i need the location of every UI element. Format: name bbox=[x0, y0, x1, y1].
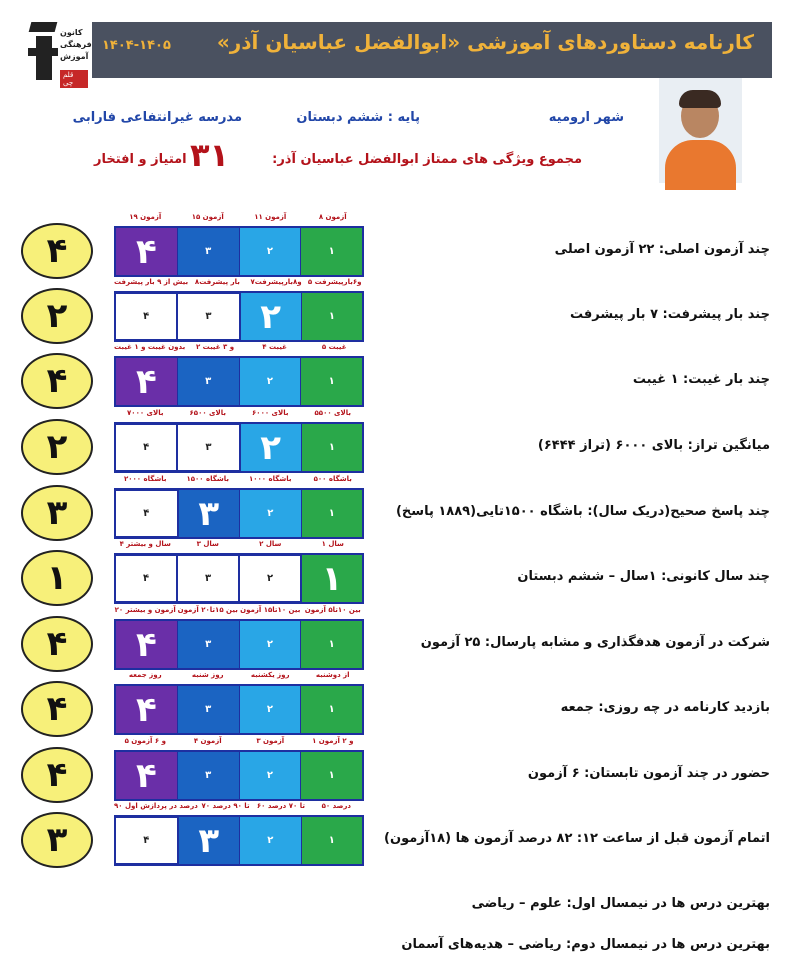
column-head: ۴ آزمون bbox=[193, 737, 222, 745]
column-head: ۵۰ درصد bbox=[321, 802, 352, 810]
level-cell: ۳ bbox=[178, 817, 240, 864]
row-label: چند سال کانونی: ۱سال – ششم دبستان bbox=[517, 569, 770, 584]
level-cell: ۴ bbox=[116, 817, 178, 864]
row-label: حضور در چند آزمون تابستان: ۶ آزمون bbox=[527, 766, 770, 781]
row-column-heads bbox=[114, 606, 364, 618]
column-head: روز جمعه bbox=[128, 671, 162, 679]
level-cell: ۲ bbox=[239, 752, 301, 799]
level-cell: ۱ bbox=[300, 228, 362, 275]
row-label: میانگین تراز: بالای ۶۰۰۰ (تراز ۶۴۴۴) bbox=[537, 438, 770, 453]
score-circle: ۲ bbox=[21, 288, 93, 344]
column-head: بالای ۶۰۰۰ bbox=[252, 409, 289, 417]
score-unit: امتیاز و افتخار bbox=[94, 152, 187, 167]
row-column-heads bbox=[114, 278, 364, 290]
level-bar bbox=[114, 553, 364, 604]
level-cell: ۳ bbox=[177, 293, 239, 340]
row-label: چند بار پیشرفت: ۷ بار پیشرفت bbox=[569, 307, 770, 322]
level-bar bbox=[114, 684, 364, 735]
column-head: بالای ۶۵۰۰ bbox=[189, 409, 226, 417]
level-cell: ۱ bbox=[301, 293, 362, 340]
sum-label: مجموع ویژگی های ممتاز ابوالفضل عباسیان آذر: bbox=[272, 152, 582, 167]
level-bar bbox=[114, 356, 364, 407]
column-head: ۴ غیبت bbox=[262, 343, 287, 351]
column-head: بدون غیبت و ۱ غیبت bbox=[114, 343, 186, 351]
level-cell: ۲ bbox=[239, 555, 301, 602]
column-head: باشگاه ۲۰۰۰ bbox=[123, 475, 167, 483]
column-head: بین ۱۵تا۲۰ آزمون bbox=[177, 606, 238, 614]
score-circle: ۴ bbox=[21, 681, 93, 737]
row-column-heads bbox=[114, 540, 364, 552]
row-column-heads bbox=[114, 213, 364, 225]
row-column-heads bbox=[114, 737, 364, 749]
level-cell: ۲ bbox=[239, 817, 301, 864]
column-head: ۵ غیبت bbox=[321, 343, 347, 351]
column-head: ۱۱ آزمون bbox=[254, 213, 287, 221]
kanoon-logo bbox=[26, 22, 92, 87]
column-head: ۲ سال bbox=[259, 540, 282, 548]
level-cell: ۲ bbox=[239, 358, 301, 405]
level-cell: ۳ bbox=[177, 686, 239, 733]
level-cell: ۲ bbox=[239, 621, 301, 668]
column-head: بیش از ۹ بار پیشرفت bbox=[113, 278, 189, 286]
level-bar bbox=[114, 422, 364, 473]
column-head: ۳ آزمون bbox=[256, 737, 285, 745]
level-cell: ۴ bbox=[116, 752, 177, 799]
level-bar bbox=[114, 291, 364, 342]
level-cell: ۴ bbox=[116, 686, 177, 733]
row-label: چند آزمون اصلی: ۲۲ آزمون اصلی bbox=[554, 242, 770, 257]
column-head: ۷۰ تا ۹۰ درصد bbox=[201, 802, 250, 810]
column-head: ۱ سال bbox=[321, 540, 344, 548]
row-column-heads bbox=[114, 409, 364, 421]
column-head: ۳ سال bbox=[196, 540, 219, 548]
column-head: ۲ و ۳ غیبت bbox=[195, 343, 235, 351]
column-head: ۱۵ آزمون bbox=[191, 213, 224, 221]
city-label: شهر ارومیه bbox=[548, 110, 624, 125]
score-circle: ۴ bbox=[21, 747, 93, 803]
logo-tag: قلم چی bbox=[60, 70, 88, 88]
level-bar bbox=[114, 619, 364, 670]
logo-line-1: کانون bbox=[60, 28, 83, 37]
level-cell: ۳ bbox=[177, 752, 239, 799]
logo-line-2: فرهنگی bbox=[60, 40, 92, 49]
level-cell: ۳ bbox=[178, 490, 240, 537]
level-cell: ۲ bbox=[240, 424, 301, 471]
column-head: روز شنبه bbox=[191, 671, 224, 679]
column-head: بین ۱۰تا۵ آزمون bbox=[304, 606, 361, 614]
column-head: باشگاه ۵۰۰ bbox=[313, 475, 352, 483]
academic-years: ۱۴۰۴-۱۴۰۵ bbox=[102, 38, 171, 53]
score-circle: ۳ bbox=[21, 812, 93, 868]
level-cell: ۴ bbox=[116, 293, 177, 340]
level-cell: ۳ bbox=[177, 621, 239, 668]
column-head: ۵ و ۶ آزمون bbox=[124, 737, 166, 745]
student-photo bbox=[659, 78, 742, 183]
school-label: مدرسه غیرانتفاعی فارابی bbox=[72, 110, 242, 125]
level-cell: ۴ bbox=[116, 490, 178, 537]
level-cell: ۳ bbox=[177, 358, 239, 405]
score-circle: ۳ bbox=[21, 485, 93, 541]
level-cell: ۲ bbox=[239, 686, 301, 733]
row-label: شرکت در آزمون هدفگذاری و مشابه پارسال: ۲۵ آزمون bbox=[420, 635, 770, 650]
column-head: ۱ و ۲ آزمون bbox=[312, 737, 354, 745]
level-cell: ۳ bbox=[177, 424, 239, 471]
row-label: چند پاسخ صحیح(دریک سال): باشگاه ۱۵۰۰تایی(۱۸۸۹ پاسخ) bbox=[395, 504, 770, 519]
row-column-heads bbox=[114, 671, 364, 683]
total-score: ۳۱ bbox=[190, 136, 230, 174]
column-head: ۹۰ درصد در پردازش اول bbox=[113, 802, 198, 810]
column-head: ۸ آزمون bbox=[318, 213, 347, 221]
score-circle: ۴ bbox=[21, 616, 93, 672]
row-label: اتمام آزمون قبل از ساعت ۱۲: ۸۲ درصد آزمون ها (۱۸آزمون) bbox=[384, 831, 770, 846]
column-head: از دوشنبه bbox=[315, 671, 350, 679]
level-cell: ۴ bbox=[116, 424, 177, 471]
level-cell: ۲ bbox=[239, 490, 301, 537]
level-cell: ۴ bbox=[116, 555, 177, 602]
level-cell: ۱ bbox=[300, 358, 362, 405]
score-circle: ۱ bbox=[21, 550, 93, 606]
column-head: باشگاه ۱۰۰۰ bbox=[248, 475, 292, 483]
level-cell: ۴ bbox=[116, 228, 177, 275]
score-circle: ۴ bbox=[21, 353, 93, 409]
level-bar bbox=[114, 226, 364, 277]
column-head: ۵ و۶بارپیشرفت bbox=[307, 278, 362, 286]
level-cell: ۱ bbox=[300, 621, 362, 668]
level-bar bbox=[114, 488, 364, 539]
column-head: ۷و۸بارپیشرفت bbox=[250, 278, 302, 286]
logo-line-3: آموزش bbox=[60, 52, 89, 61]
level-cell: ۱ bbox=[300, 686, 362, 733]
best-subjects-second-term: بهترین درس ها در نیمسال دوم: ریاضی – هدیه‌های آسمان bbox=[401, 937, 770, 952]
level-cell: ۱ bbox=[301, 555, 362, 602]
row-label: بازدید کارنامه در چه روزی: جمعه bbox=[560, 700, 770, 715]
column-head: بالای ۷۰۰۰ bbox=[127, 409, 164, 417]
level-bar bbox=[114, 750, 364, 801]
row-column-heads bbox=[114, 802, 364, 814]
column-head: روز یکشنبه bbox=[250, 671, 290, 679]
level-cell: ۱ bbox=[301, 490, 363, 537]
level-bar bbox=[114, 815, 364, 866]
level-cell: ۱ bbox=[300, 752, 362, 799]
report-title: کارنامه دستاوردهای آموزشی «ابوالفضل عباسیان آذر» bbox=[216, 30, 754, 54]
column-head: ۶۰ تا ۷۰ درصد bbox=[256, 802, 305, 810]
level-cell: ۲ bbox=[239, 228, 301, 275]
column-head: ۴ سال و بیشتر bbox=[119, 540, 171, 548]
column-head: بالای ۵۵۰۰ bbox=[314, 409, 351, 417]
column-head: ۲۰ آزمون و بیشتر bbox=[114, 606, 176, 614]
level-cell: ۴ bbox=[116, 358, 177, 405]
level-cell: ۳ bbox=[177, 228, 239, 275]
level-cell: ۳ bbox=[177, 555, 239, 602]
report-header bbox=[92, 22, 772, 78]
level-cell: ۱ bbox=[301, 424, 362, 471]
column-head: باشگاه ۱۵۰۰ bbox=[186, 475, 229, 483]
level-cell: ۲ bbox=[240, 293, 301, 340]
column-head: ۸بار پیشرفت bbox=[194, 278, 240, 286]
row-label: چند بار غیبت: ۱ غیبت bbox=[632, 372, 770, 387]
row-column-heads bbox=[114, 475, 364, 487]
score-circle: ۴ bbox=[21, 223, 93, 279]
column-head: ۱۹ آزمون bbox=[129, 213, 162, 221]
row-column-heads bbox=[114, 343, 364, 355]
level-cell: ۴ bbox=[116, 621, 177, 668]
best-subjects-first-term: بهترین درس ها در نیمسال اول: علوم – ریاضی bbox=[471, 896, 770, 911]
column-head: بین ۱۰تا۱۵ آزمون bbox=[240, 606, 301, 614]
score-circle: ۲ bbox=[21, 419, 93, 475]
level-cell: ۱ bbox=[301, 817, 363, 864]
grade-label: پایه : ششم دبستان bbox=[296, 110, 420, 125]
